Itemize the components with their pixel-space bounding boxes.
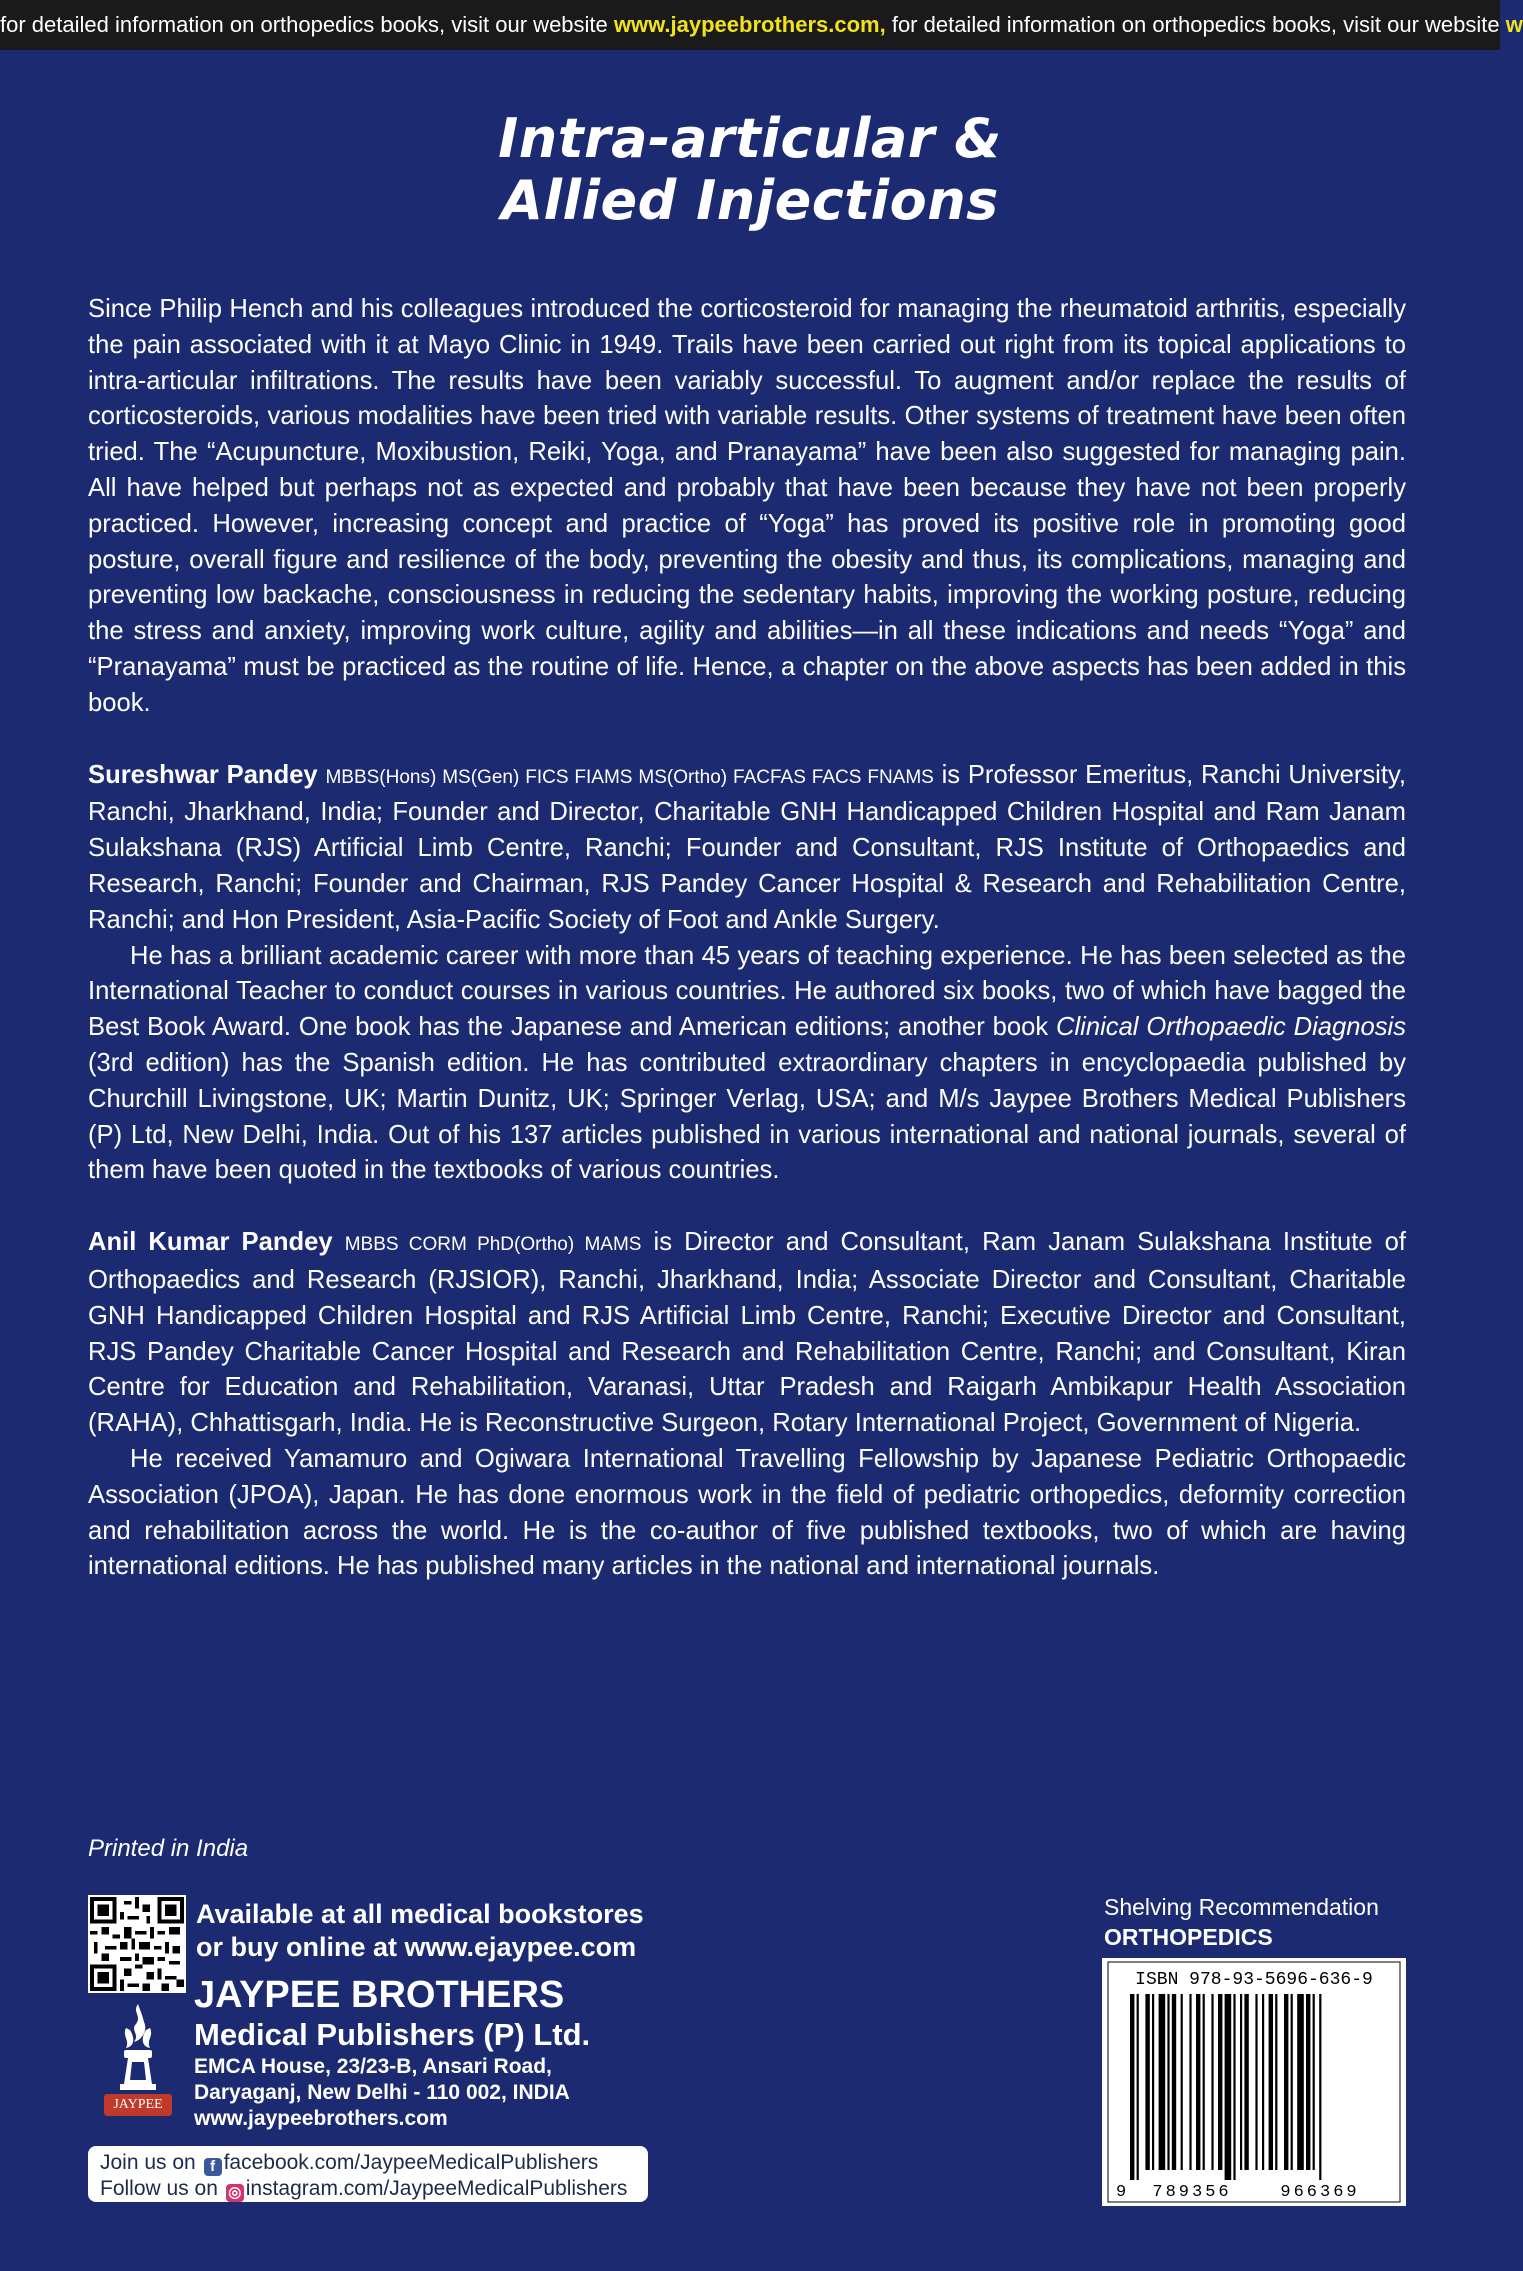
- barcode-bar: [1244, 1994, 1248, 2170]
- availability-line1: Available at all medical bookstores: [196, 1899, 644, 1929]
- barcode-bar: [1196, 1994, 1200, 2170]
- author1-name: Sureshwar Pandey: [88, 760, 318, 789]
- book-title: [0, 108, 1500, 232]
- author1-book-title: Clinical Orthopaedic Diagnosis: [1056, 1013, 1406, 1042]
- barcode-bar: [1137, 1994, 1139, 2180]
- barcode-bar: [1275, 1994, 1277, 2170]
- barcode-bar: [1291, 1994, 1293, 2170]
- facebook-icon: f: [204, 2158, 222, 2176]
- author2-name: Anil Kumar Pandey: [88, 1228, 333, 1257]
- publisher-block: [194, 1974, 590, 2132]
- barcode-bar: [1211, 1994, 1213, 2170]
- barcode-bar: [1255, 1994, 1257, 2170]
- jaypee-logo-icon: [96, 2000, 180, 2120]
- barcode-icon: [1102, 1958, 1406, 2206]
- barcode-bar: [1152, 1994, 1154, 2170]
- barcode-bar: [1145, 1994, 1149, 2170]
- printed-in-india: Printed in India: [88, 1835, 249, 1862]
- author1-bio: is Professor Emeritus, Ranchi University, Ranchi, Jharkhand, India; Founder and Director, Charitable GNH Handicapped Children Hospital and Ram Janam Sulakshana (RJS) Artificial Limb Centre, Ranchi; Founder and Consultant, RJS Institute of Orthopaedics and Research, Ranchi; Founder and Chairman, RJS Pandey Cancer Hospital & Research and Rehabilitation Centre, Ranchi; and Hon President, Asia-Pacific Society of Foot and Ankle Surgery.: [88, 760, 1406, 934]
- barcode-digits-left: 789356: [1152, 2183, 1232, 2202]
- barcode-bar: [1262, 1994, 1264, 2170]
- author2-career-paragraph: He received Yamamuro and Ogiwara International Travelling Fellowship by Japanese Pediatric Orthopaedic Association (JPOA), Japan. He has done enormous work in the field of pediatric orthopedics, deformity correction and rehabilitation across the world. He is the co-author of five published textbooks, two of which are having international editions. He has published many articles in the national and international journals.: [88, 1444, 1406, 1581]
- isbn-barcode: [1102, 1958, 1406, 2206]
- barcode-bar: [1269, 1994, 1273, 2170]
- barcode-digits-right: 966369: [1280, 2183, 1360, 2202]
- facebook-link[interactable]: facebook.com/JaypeeMedicalPublishers: [223, 2151, 599, 2174]
- intro-paragraph: Since Philip Hench and his colleagues introduced the corticosteroid for managing the rheumatoid arthritis, especially the pain associated with it at Mayo Clinic in 1949. Trails have been carried out right from its topical applications to intra-articular infiltrations. The results have been variably successful. To augment and/or replace the results of corticosteroids, various modalities have been tried with variable results. Other systems of treatment have been often tried. The “Acupuncture, Moxibustion, Reiki, Yoga, and Pranayama” have been also suggested for managing pain. All have helped but perhaps not as expected and probably that have been because they have not been properly practiced. However, increasing concept and practice of “Yoga” has proved its positive role in promoting good posture, overall figure and resilience of the body, preventing the obesity and thus, its complications, managing and preventing low backache, consciousness in reducing the sedentary habits, improving the working posture, reducing the stress and anxiety, improving work culture, agility and abilities—in all these indications and needs “Yoga” and “Pranayama” must be practiced as the routine of life. Hence, a chapter on the above aspects has been added in this book.: [88, 295, 1406, 717]
- publisher-address-line2: Daryaganj, New Delhi - 110 002, INDIA: [194, 2081, 570, 2104]
- barcode-bar: [1172, 1994, 1176, 2170]
- author1-career-a: He has a brilliant academic career with more than 45 years of teaching experience. He has been selected as the International Teacher to conduct courses in various countries. He authored six books, two of which have bagged the Best Book Award. One book has the Japanese and American editions; another book: [88, 941, 1406, 1042]
- facebook-row[interactable]: [100, 2150, 636, 2176]
- banner-text-a: for detailed information on orthopedics books, visit our website: [0, 12, 614, 37]
- back-cover-text: [88, 292, 1406, 1585]
- follow-prefix: Follow us on: [100, 2177, 224, 2200]
- author1-qualifications: MBBS(Hons) MS(Gen) FICS FIAMS MS(Ortho) FACFAS FACS FNAMS: [325, 766, 934, 788]
- book-title-line2: Allied Injections: [501, 169, 999, 232]
- barcode-bar: [1159, 1994, 1166, 2170]
- isbn-text: ISBN 978-93-5696-636-9: [1135, 1970, 1373, 1990]
- barcode-bar: [1130, 1994, 1134, 2180]
- barcode-digit-lead: 9: [1116, 2183, 1127, 2202]
- barcode-bar: [1284, 1994, 1288, 2170]
- barcode-bar: [1167, 1994, 1169, 2170]
- author2-qualifications: MBBS CORM PhD(Ortho) MAMS: [344, 1234, 642, 1256]
- banner-link-a[interactable]: www.jaypeebrothers.com,: [613, 12, 886, 37]
- barcode-bar: [1319, 1994, 1321, 2180]
- publisher-address-line1: EMCA House, 23/23-B, Ansari Road,: [194, 2055, 552, 2078]
- instagram-link[interactable]: instagram.com/JaypeeMedicalPublishers: [245, 2177, 628, 2200]
- author1-paragraph: [88, 758, 1406, 939]
- barcode-bar: [1233, 1994, 1235, 2180]
- author1-career-b: (3rd edition) has the Spanish edition. He has contributed extraordinary chapters in encyclopaedia published by Churchill Livingstone, UK; Martin Dunitz, UK; Springer Verlag, USA; and M/s Jaypee Brothers Medical Publishers (P) Ltd, New Delhi, India. Out of his 137 articles published in various international and national journals, several of them have been quoted in the textbooks of various countries.: [88, 1048, 1406, 1185]
- barcode-bar: [1189, 1994, 1191, 2170]
- barcode-bar: [1181, 1994, 1183, 2170]
- barcode-bar: [1313, 1994, 1315, 2170]
- publisher-website[interactable]: www.jaypeebrothers.com: [194, 2107, 448, 2130]
- social-links: [88, 2146, 648, 2202]
- barcode-bar: [1240, 1994, 1242, 2170]
- barcode-bar: [1306, 1994, 1310, 2170]
- author2-bio: is Director and Consultant, Ram Janam Sulakshana Institute of Orthopaedics and Research (RJSIOR), Ranchi, Jharkhand, India; Associate Director and Consultant, Charitable GNH Handicapped Children Hospital and RJS Artificial Limb Centre, Ranchi; Executive Director and Consultant, RJS Pandey Charitable Cancer Hospital and Research and Rehabilitation Centre, Ranchi; and Consultant, Kiran Centre for Education and Rehabilitation, Varanasi, Uttar Pradesh and Raigarh Ambikapur Health Association (RAHA), Chhattisgarh, India. He is Reconstructive Surgeon, Rotary International Project, Government of Nigeria.: [88, 1228, 1406, 1438]
- shelving-label: Shelving Recommendation: [1104, 1894, 1379, 1920]
- qr-code-icon[interactable]: [88, 1895, 186, 1993]
- banner-text-b: for detailed information on orthopedics books, visit our website: [885, 12, 1506, 37]
- instagram-row[interactable]: [100, 2176, 636, 2202]
- publisher-name: JAYPEE BROTHERS: [194, 1974, 565, 2016]
- publisher-subname: Medical Publishers (P) Ltd.: [194, 2017, 591, 2052]
- barcode-bar: [1203, 1994, 1205, 2170]
- barcode-bar: [1297, 1994, 1304, 2170]
- instagram-icon: ◎: [226, 2184, 244, 2202]
- availability-line2[interactable]: or buy online at www.ejaypee.com: [196, 1932, 637, 1962]
- barcode-bar: [1225, 1994, 1232, 2180]
- join-prefix: Join us on: [100, 2151, 202, 2174]
- shelving-category: ORTHOPEDICS: [1104, 1924, 1273, 1950]
- author2-paragraph: [88, 1225, 1406, 1442]
- banner-link-b[interactable]: w: [1505, 12, 1523, 37]
- shelving-recommendation: [1104, 1892, 1379, 1952]
- author1-career-paragraph: [88, 939, 1406, 1190]
- top-banner: [0, 0, 1523, 50]
- jaypee-logo-label: JAYPEE: [113, 2097, 163, 2112]
- availability-info: [196, 1898, 644, 1964]
- barcode-bar: [1218, 1994, 1222, 2170]
- book-title-line1: Intra-articular &: [498, 107, 1002, 170]
